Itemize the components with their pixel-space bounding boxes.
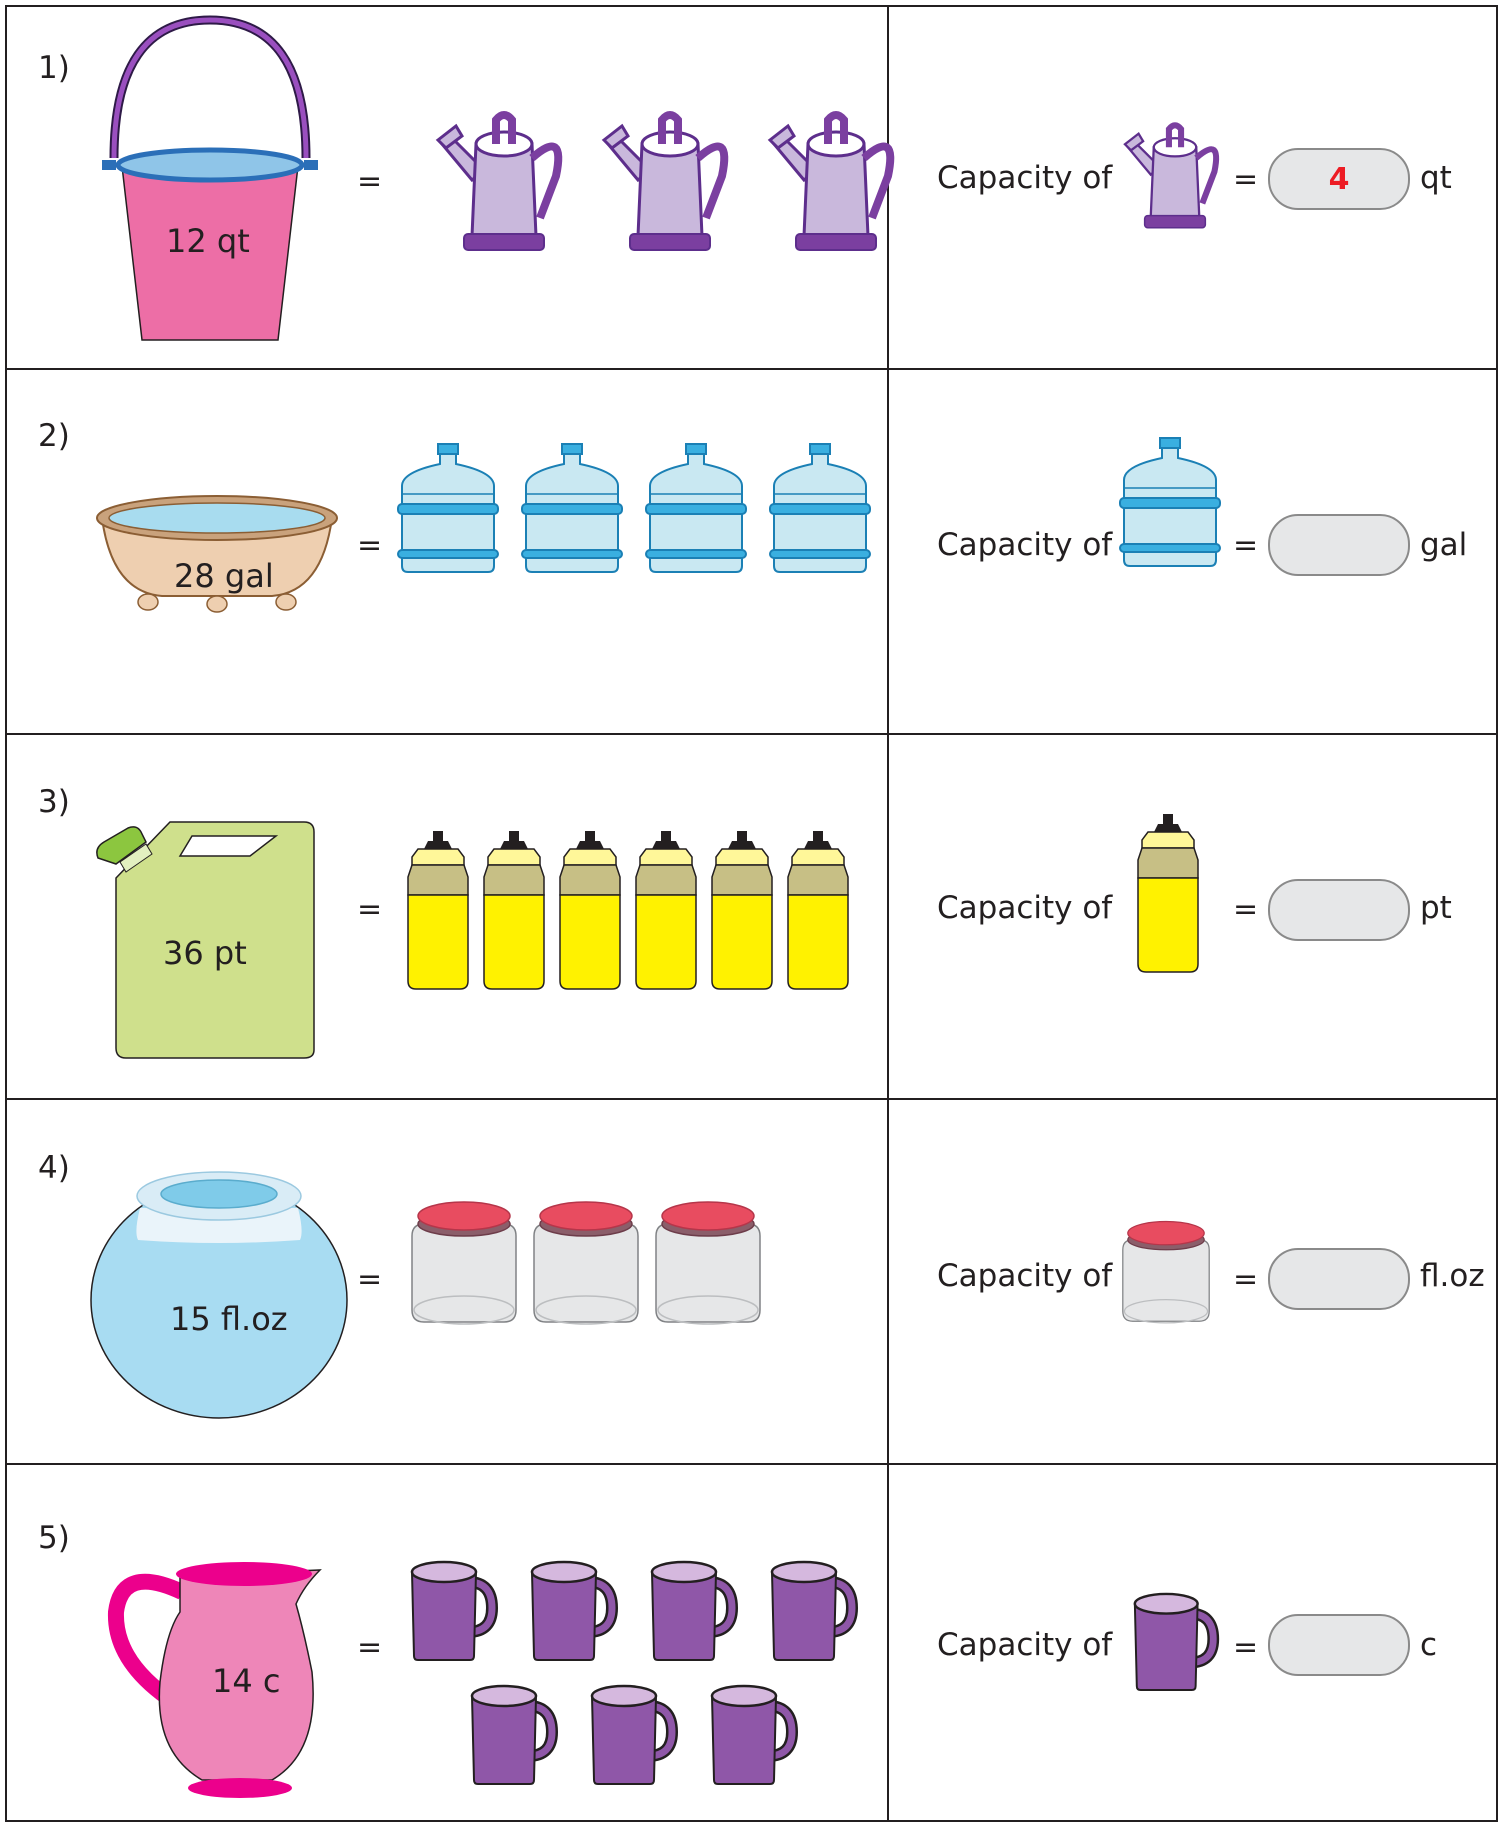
watering-can-icon [372, 100, 912, 260]
problem-number: 4) [38, 1150, 70, 1186]
equals-sign: = [357, 892, 383, 927]
answer-field[interactable]: 4 [1268, 148, 1410, 210]
capacity-text: Capacity of [937, 160, 1113, 196]
capacity-text: Capacity of [937, 1258, 1113, 1294]
container-label: 36 pt [163, 934, 247, 972]
unit-label: c [1420, 1627, 1438, 1663]
fishbowl-icon [88, 1170, 350, 1420]
bucket-icon [100, 18, 320, 348]
unit-label: gal [1420, 527, 1468, 563]
equals-sign: = [1233, 892, 1259, 927]
equals-sign: = [357, 1630, 383, 1665]
container-label: 15 fl.oz [170, 1300, 288, 1338]
capacity-text: Capacity of [937, 890, 1113, 926]
sports-bottle-icon [404, 820, 864, 1015]
unit-label: pt [1420, 890, 1452, 926]
equals-sign: = [1233, 528, 1259, 563]
capacity-text: Capacity of [937, 1627, 1113, 1663]
mug-icon [406, 1556, 862, 1796]
equals-sign: = [1233, 1262, 1259, 1297]
equals-sign: = [357, 164, 383, 199]
unit-label: fl.oz [1420, 1258, 1485, 1294]
sports-bottle-icon [1136, 798, 1200, 988]
problem-number: 1) [38, 50, 70, 86]
problem-number: 2) [38, 418, 70, 454]
jar-icon [1118, 1206, 1214, 1336]
unit-label: qt [1420, 160, 1452, 196]
answer-field[interactable] [1268, 514, 1410, 576]
water-jug-icon [390, 440, 880, 625]
container-label: 28 gal [174, 557, 274, 595]
capacity-text: Capacity of [937, 527, 1113, 563]
equals-sign: = [357, 528, 383, 563]
equals-sign: = [357, 1262, 383, 1297]
equals-sign: = [1233, 1630, 1259, 1665]
answer-field[interactable] [1268, 879, 1410, 941]
watering-can-icon [1115, 120, 1235, 230]
problem-number: 5) [38, 1520, 70, 1556]
container-label: 12 qt [166, 222, 250, 260]
jar-icon [410, 1196, 770, 1346]
water-jug-icon [1115, 436, 1225, 621]
answer-field[interactable] [1268, 1614, 1410, 1676]
problem-number: 3) [38, 784, 70, 820]
container-label: 14 c [212, 1662, 281, 1700]
mug-icon [1132, 1592, 1222, 1692]
equals-sign: = [1233, 162, 1259, 197]
answer-field[interactable] [1268, 1248, 1410, 1310]
